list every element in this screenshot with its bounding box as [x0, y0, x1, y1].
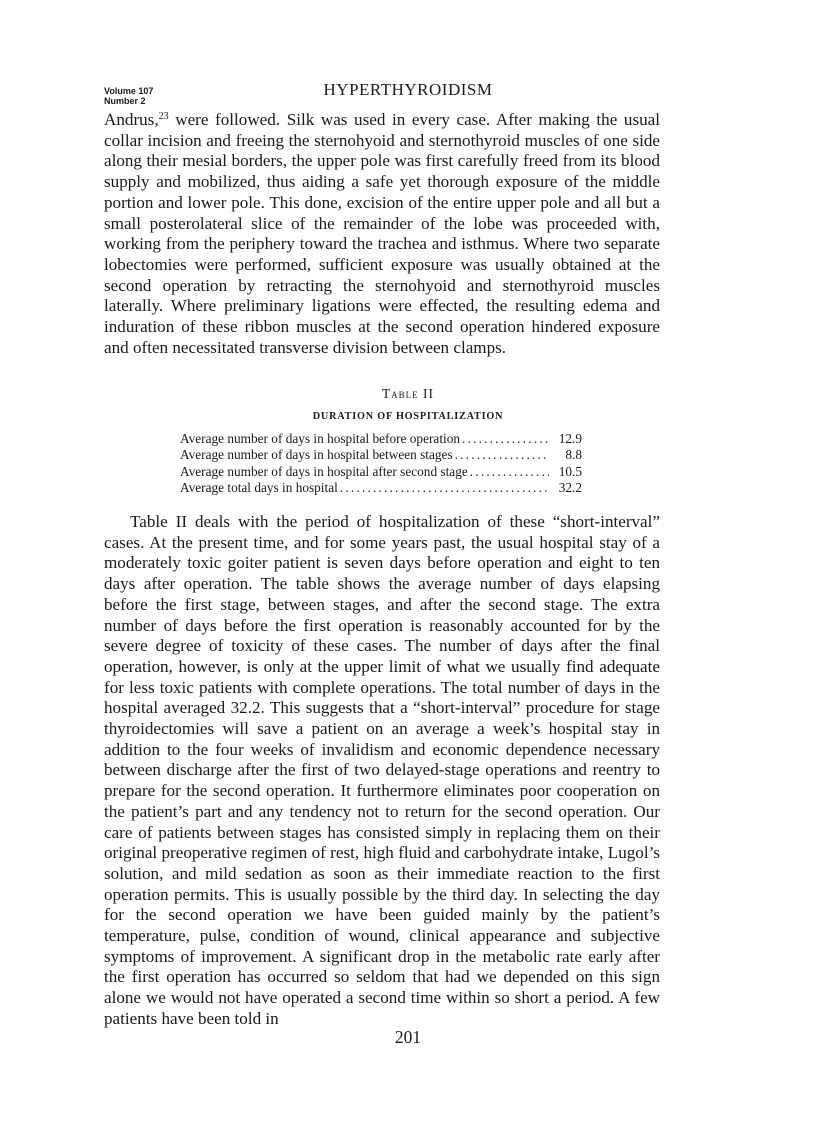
page-number: 201	[394, 1027, 422, 1047]
table-row-value: 10.5	[558, 463, 582, 479]
table-row	[180, 447, 582, 463]
table-row-value: 32.2	[558, 479, 582, 495]
table-row-value: 8.8	[565, 447, 582, 463]
dot-leader	[470, 464, 549, 480]
table-row-label: Average number of days in hospital after second stage	[180, 463, 468, 479]
table-row-label: Average total days in hospital	[180, 479, 338, 495]
paragraph-methods	[104, 110, 660, 358]
dot-leader	[340, 480, 549, 496]
table-title: Table II	[381, 386, 435, 401]
reference-superscript: 23	[158, 111, 169, 122]
table-row-label: Average number of days in hospital between stages	[180, 447, 453, 463]
paragraph-methods-text: were followed. Silk was used in every case. After making the usual collar incision and freeing the sternohyoid and sternothyroid muscles of one side along their mesial borders, the upper pole was first carefully freed from its blood supply and mobilized, thus aiding a safe yet thorough exposure of the middle portion and lower pole. This done, excision of the entire upper pole and all but a small posterolateral slice of the remainder of the lobe was proceeded with, working from the periphery toward the trachea and isthmus. Where two separate lobectomies were performed, sufficient exposure was usually obtained at the second operation by retracting the sternohyoid and sternothyroid muscles laterally. Where preliminary ligations were effected, the resulting edema and induration of these ribbon muscles at the second operation hindered exposure and often necessitated transverse division between clamps.	[104, 110, 660, 357]
running-title: HYPERTHYROIDISM	[323, 80, 493, 99]
table-row-value: 12.9	[558, 431, 582, 446]
paragraph-discussion: Table II deals with the period of hospitalization of these “short-interval” cases. At the present time, and for some years past, the usual hospital stay of a moderately toxic goiter patient is seven days before operation and eight to ten days after operation. The table shows the average number of days elapsing before the first stage, between stages, and after the second stage. The extra number of days before the first operation is reasonably accounted for by the severe degree of toxicity of these cases. The number of days after the final operation, however, is only at the upper limit of what we usually find adequate for less toxic patients with complete operations. The total number of days in the hospital averaged 32.2. This suggests that a “short-interval” procedure for stage thyroidectomies will save a patient on an average a week’s hospital stay in addition to the four weeks of invalidism and economic dependence necessary between discharge after the first of two delayed-stage operations and reentry to prepare for the second operation. It furthermore eliminates poor cooperation on the patient’s part and any tendency not to return for the second operation. Our care of patients between stages has consisted simply in replacing them on their original preoperative regimen of rest, high fluid and carbohydrate intake, Lugol’s solution, and mild sedation as soon as their immediate reaction to the first operation permits. This is usually possible by the third day. In selecting the day for the second operation we have been guided mainly by the patient’s temperature, pulse, condition of wound, clinical appearance and subjective symptoms of improvement. A significant drop in the metabolic rate early after the first operation has occurred so seldom that had we depended on this sign alone we would not have operated a second time within so short a period. A few patients have been told in	[104, 512, 660, 1028]
dot-leader	[462, 431, 549, 447]
hospitalization-table	[180, 431, 582, 496]
table-row-label: Average number of days in hospital before operation	[180, 431, 461, 446]
table-row	[180, 464, 582, 480]
number-label: Number 2	[104, 96, 146, 106]
table-row	[180, 480, 582, 496]
citation-author: Andrus,	[104, 110, 159, 129]
table-row	[180, 431, 582, 447]
volume-label: Volume 107	[104, 86, 154, 96]
dot-leader	[455, 447, 549, 463]
table-subtitle: DURATION OF HOSPITALIZATION	[312, 411, 504, 422]
